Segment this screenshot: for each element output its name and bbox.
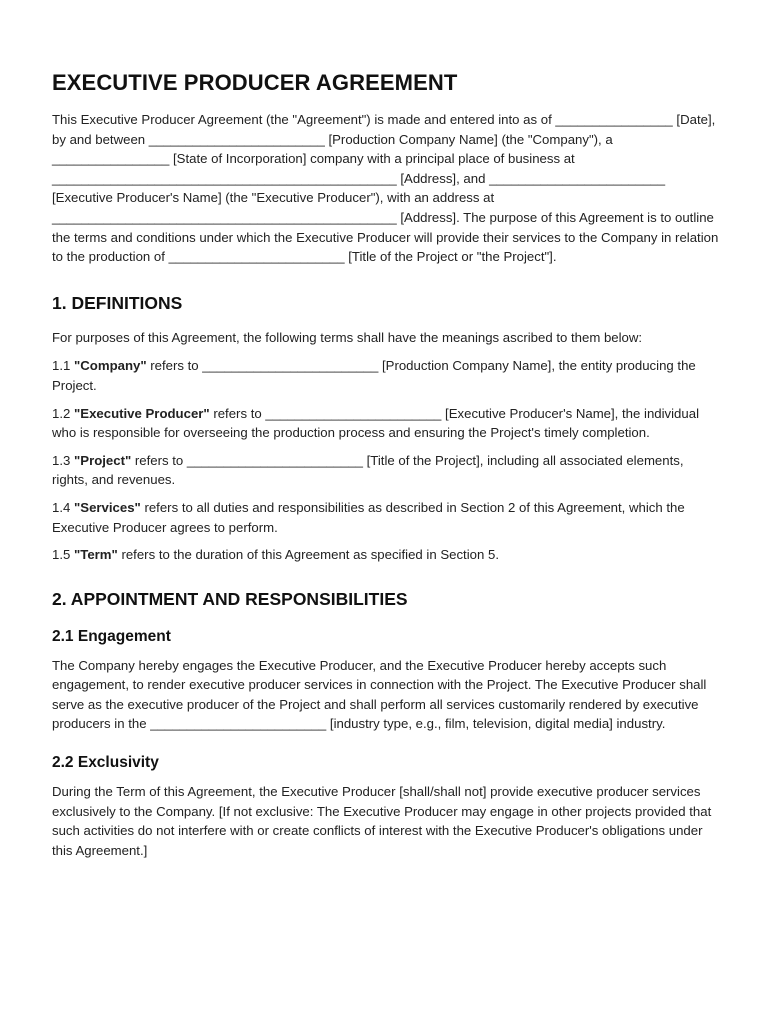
definition-text: refers to all duties and responsibilities as described in Section 2 of this Agreement, which the Executive Producer agrees to perform. [52,499,685,535]
definition-number: 1.2 [52,405,71,421]
definition-number: 1.5 [52,547,71,563]
definition-term: "Executive Producer" [74,405,210,421]
subsection-engagement-text: The Company hereby engages the Executive Producer, and the Executive Producer hereby accepts such engagement, to render executive producer services in connection with the Project. The Executive Producer shall serve as the executive producer of the Project and shall perform all services customarily rendered by executive producers in the ________________________ [industry type, e.g., film, television, digital media] industry. [52,657,707,732]
definition-term: "Term" [74,547,118,563]
definition-text: refers to ________________________ [Executive Producer's Name], the individual who is responsible for overseeing the production process and ensuring the Project's timely completion. [52,405,699,441]
definition-number: 1.4 [52,499,71,515]
definition-term: "Company" [74,358,147,374]
subsection-engagement-heading: 2.1 Engagement [52,627,171,645]
definition-item [52,498,720,537]
definition-item [52,451,720,490]
subsection-exclusivity-heading: 2.2 Exclusivity [52,754,159,772]
document-page [52,70,720,880]
definitions-intro: For purposes of this Agreement, the following terms shall have the meanings ascribed to them below: [52,329,643,345]
definition-item [52,404,720,443]
definition-number: 1.3 [52,452,71,468]
definition-number: 1.1 [52,358,71,374]
section-1-heading: 1. DEFINITIONS [52,292,183,313]
definition-text: refers to the duration of this Agreement as specified in Section 5. [117,547,499,563]
definition-item [52,545,720,565]
definition-term: "Services" [74,499,141,515]
document-title: EXECUTIVE PRODUCER AGREEMENT [52,70,458,95]
section-2-heading: 2. APPOINTMENT AND RESPONSIBILITIES [52,588,408,609]
subsection-exclusivity-text: During the Term of this Agreement, the Executive Producer [shall/shall not] provide executive producer services exclusively to the Company. [If not exclusive: The Executive Producer may engage in other projects provided that such activities do not interfere with or create conflicts of interest with the Executive Producer's obligations under this Agreement.] [52,784,712,858]
definition-term: "Project" [74,452,132,468]
intro-paragraph: This Executive Producer Agreement (the "Agreement") is made and entered into as of ________________ [Date], by and between ________________________ [Production Company Name] (the "Company"), a ________________ [State of Incorporation] company with a principal place of business at _______________________________________________ [Address], and ________________________ [Executive Producer's Name] (the "Executive Producer"), with an address at _______________________________________________ [Address]. The purpose of this Agreement is to outline the terms and conditions under which the Executive Producer will provide their services to the Company in relation to the production of ________________________ [Title of the Project or "the Project"]. [52,112,719,265]
definition-text: refers to ________________________ [Title of the Project], including all associated elements, rights, and revenues. [52,452,684,488]
definition-item [52,356,720,395]
definition-text: refers to ________________________ [Production Company Name], the entity producing the Project. [52,358,696,393]
